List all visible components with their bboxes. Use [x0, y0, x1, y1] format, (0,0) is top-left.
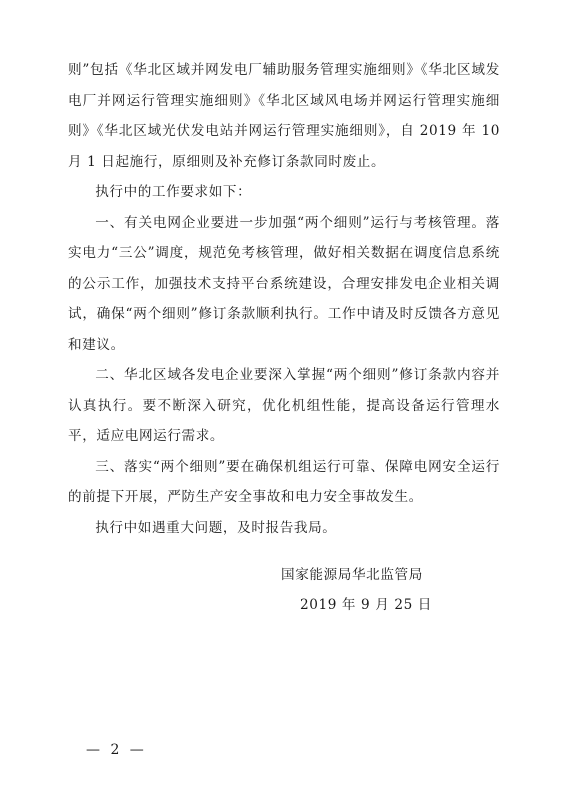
- document-body: [68, 55, 500, 543]
- paragraph-item-3: 三、落实“两个细则”要在确保机组运行可靠、保障电网安全运行的前提下开展，严防生产安全事故和电力安全事故发生。: [68, 458, 500, 505]
- paragraph-item-2: 二、华北区域各发电企业要深入掌握“两个细则”修订条款内容并认真执行。要不断深入研究，优化机组性能，提高设备运行管理水平，适应电网运行需求。: [68, 367, 500, 444]
- paragraph-closing: 执行中如遇重大问题，及时报告我局。: [95, 519, 337, 536]
- paragraph-item-1: 一、有关电网企业要进一步加强“两个细则”运行与考核管理。落实电力“三公”调度，规范免考核管理，做好相关数据在调度信息系统的公示工作，加强技术支持平台系统建设，合理安排发电企业相关调试，确保“两个细则”修订条款顺利执行。工作中请及时反馈各方意见和建议。: [68, 214, 500, 353]
- page-number: — 2 —: [86, 742, 147, 758]
- signature-date: 2019 年 9 月 25 日: [300, 597, 432, 613]
- paragraph-continuation: 则”包括《华北区域并网发电厂辅助服务管理实施细则》《华北区域发电厂并网运行管理实施细则》《华北区域风电场并网运行管理实施细则》《华北区域光伏发电站并网运行管理实施细则》，自 2019 年 10 月 1 日起施行，原细则及补充修订条款同时废止。: [68, 62, 500, 170]
- paragraph-requirements-intro: 执行中的工作要求如下：: [95, 184, 252, 200]
- signature-organization: 国家能源局华北监管局: [281, 567, 423, 583]
